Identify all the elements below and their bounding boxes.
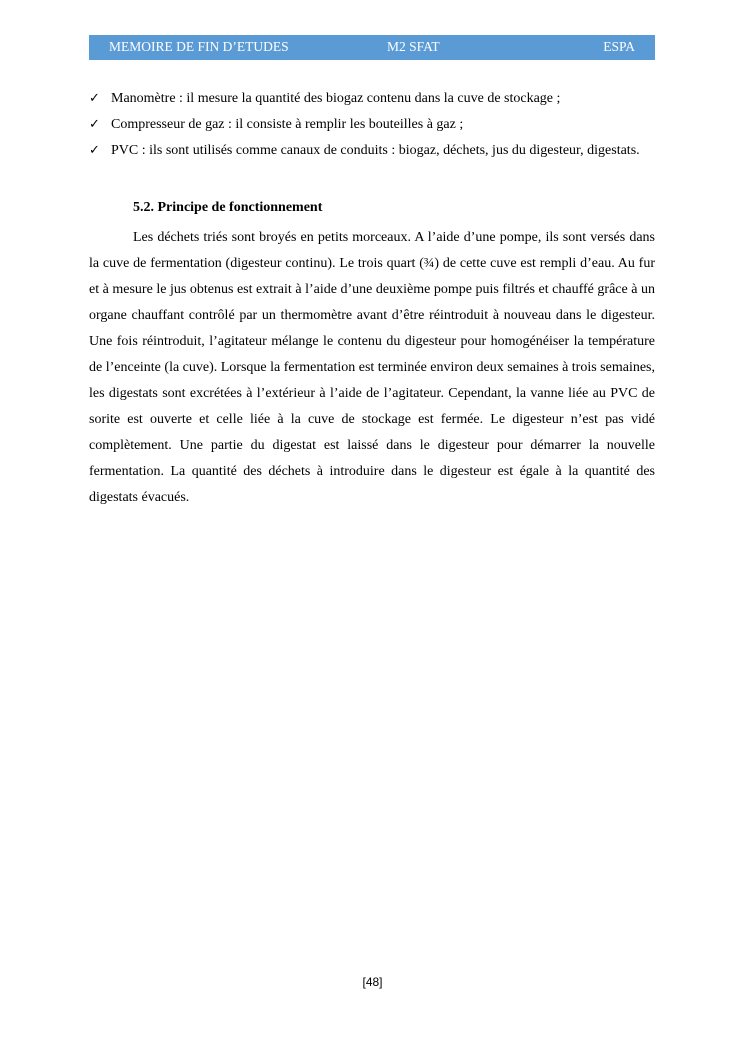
list-item — [89, 112, 655, 138]
page-number: [48] — [362, 975, 383, 989]
list-item-text: Manomètre : il mesure la quantité des biogaz contenu dans la cuve de stockage ; — [111, 91, 561, 106]
checkmark-icon: ✓ — [89, 117, 100, 132]
header-school: ESPA — [603, 39, 635, 54]
list-item — [89, 138, 655, 164]
page-header — [89, 35, 655, 60]
body-paragraph: Les déchets triés sont broyés en petits morceaux. A l’aide d’une pompe, ils sont versés dans la cuve de fermentation (digesteur continu). Le trois quart (¾) de cette cuve est rempli d’eau. Au fur et à mesure le jus obtenus est extrait à l’aide d’une deuxième pompe puis filtrés et chauffé grâce à un organe chauffant contrôlé par un thermomètre avant d’être réintroduit à nouveau dans le digesteur. Une fois réintroduit, l’agitateur mélange le contenu du digesteur pour homogénéiser la température de l’enceinte (la cuve). Lorsque la fermentation est terminée environ deux semaines à trois semaines, les digestats sont excrétées à l’extérieur à l’aide de l’agitateur. Cependant, la vanne liée au PVC de sorite est ouverte et celle liée à la cuve de stockage est fermée. Le digesteur n’est pas vidé complètement. Une partie du digestat est laissé dans le digesteur pour démarrer la nouvelle fermentation. La quantité des déchets à introduire dans le digesteur est égale à la quantité des digestats évacués. — [89, 230, 656, 505]
checkmark-icon: ✓ — [89, 91, 100, 106]
checkmark-icon: ✓ — [89, 143, 100, 158]
header-program: M2 SFAT — [387, 39, 440, 54]
equipment-list — [89, 86, 655, 164]
section-heading: 5.2. Principe de fonctionnement — [133, 200, 323, 215]
list-item-text: PVC : ils sont utilisés comme canaux de conduits : biogaz, déchets, jus du digesteur, digestats. — [111, 143, 640, 158]
list-item — [89, 86, 655, 112]
header-document-type: MEMOIRE DE FIN D’ETUDES — [109, 39, 289, 54]
list-item-text: Compresseur de gaz : il consiste à remplir les bouteilles à gaz ; — [111, 117, 464, 132]
